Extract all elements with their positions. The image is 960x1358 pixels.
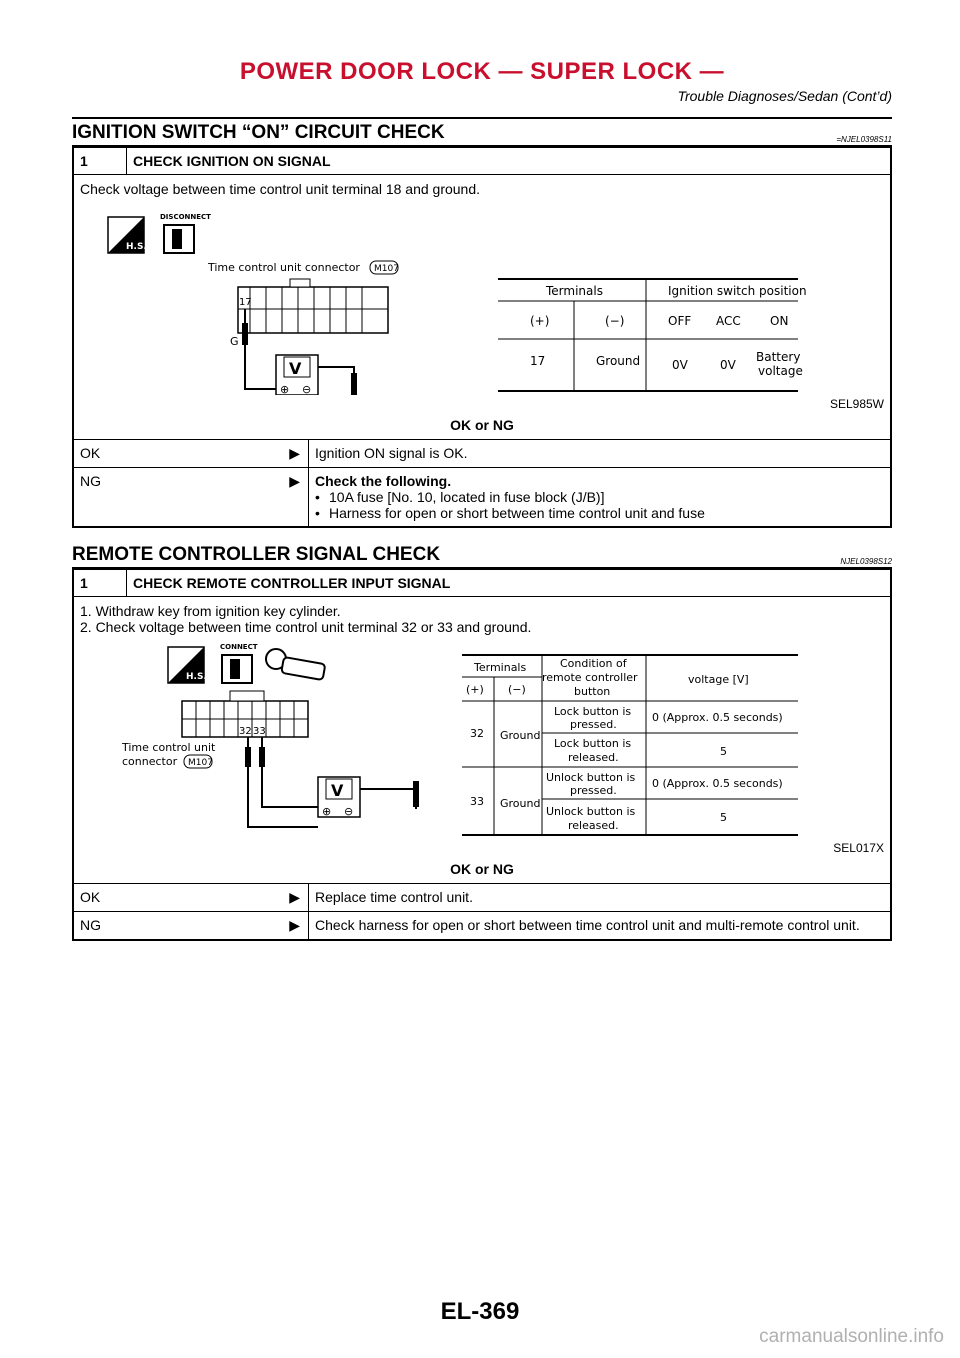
result-ng xyxy=(74,468,890,526)
pin-a-label: 32 xyxy=(239,726,252,737)
section-code: NJEL0398S12 xyxy=(840,557,892,566)
connector-label: Time control unit xyxy=(122,741,216,754)
connector-label: Time control unit connector xyxy=(208,261,360,274)
result-text: Check harness for open or short between time control unit and multi-remote control unit. xyxy=(315,917,860,933)
wiring-figure xyxy=(80,639,884,839)
th-condition: button xyxy=(574,685,611,698)
result-label: OK xyxy=(80,889,101,905)
page-subtitle: Trouble Diagnoses/Sedan (Cont’d) xyxy=(677,88,892,104)
page-number: EL-369 xyxy=(440,1298,520,1325)
page-title: POWER DOOR LOCK — SUPER LOCK — xyxy=(239,58,725,85)
section-title: REMOTE CONTROLLER SIGNAL CHECK xyxy=(72,544,441,565)
ok-or-ng: OK or NG xyxy=(450,861,514,877)
connector-icon xyxy=(182,691,308,737)
arrow-icon: ▶ xyxy=(246,912,309,939)
td-condition: pressed. xyxy=(570,784,617,797)
td-voltage: 0 (Approx. 0.5 seconds) xyxy=(652,711,783,724)
bullet-item: • Harness for open or short between time control unit and fuse xyxy=(315,505,705,521)
step-title: CHECK IGNITION ON SIGNAL xyxy=(133,153,331,169)
th-off: OFF xyxy=(668,314,692,328)
th-voltage: voltage [V] xyxy=(688,673,749,686)
td-condition: pressed. xyxy=(570,718,617,731)
connector-icon xyxy=(238,279,388,333)
meter-label: V xyxy=(331,781,344,800)
connector-code: M107 xyxy=(374,264,399,274)
td-terminal: 33 xyxy=(470,795,484,808)
result-text: Replace time control unit. xyxy=(315,889,473,905)
th-minus: (−) xyxy=(605,314,625,328)
connector-code: M107 xyxy=(188,758,213,768)
bullet-item: • 10A fuse [No. 10, located in fuse block (J/B)] xyxy=(315,489,605,505)
pin-b-label: 33 xyxy=(253,726,266,737)
result-ng xyxy=(74,912,890,939)
voltmeter-icon xyxy=(276,355,318,395)
result-ok xyxy=(74,884,890,912)
td-voltage: 5 xyxy=(720,745,727,758)
header-rule xyxy=(72,117,892,119)
result-ok xyxy=(74,440,890,468)
section-heading xyxy=(72,544,892,568)
instruction-text: 2. Check voltage between time control unit terminal 32 or 33 and ground. xyxy=(80,619,532,635)
instruction-text: 1. Withdraw key from ignition key cylinder. xyxy=(80,603,341,619)
page-header xyxy=(72,58,892,104)
td-condition: Lock button is xyxy=(554,705,632,718)
td-condition: Lock button is xyxy=(554,737,632,750)
arrow-icon: ▶ xyxy=(246,468,309,526)
step-box xyxy=(72,146,892,528)
hs-label: H.S. xyxy=(126,242,147,252)
step-number: 1 xyxy=(74,148,127,174)
instruction-text: Check voltage between time control unit terminal 18 and ground. xyxy=(80,181,481,197)
svg-text:⊕: ⊕ xyxy=(322,805,332,818)
ok-or-ng: OK or NG xyxy=(450,417,514,433)
section-code: =NJEL0398S11 xyxy=(836,135,892,144)
voltmeter-icon xyxy=(318,777,360,818)
section-heading xyxy=(72,122,892,146)
result-heading: Check the following. xyxy=(315,473,452,489)
step-header xyxy=(74,148,890,175)
td-ground: Ground xyxy=(596,354,641,368)
step-header xyxy=(74,570,890,597)
terminal-table xyxy=(498,279,807,391)
td-ground: Ground xyxy=(500,797,541,810)
th-minus: (−) xyxy=(508,683,526,696)
td-battery: Battery xyxy=(756,350,801,364)
result-label: OK xyxy=(80,445,101,461)
section-title: IGNITION SWITCH “ON” CIRCUIT CHECK xyxy=(72,122,445,143)
td-condition: released. xyxy=(568,751,619,764)
wiring-figure xyxy=(80,205,884,395)
td-condition: released. xyxy=(568,819,619,832)
td-voltage: 5 xyxy=(720,811,727,824)
td-condition: Unlock button is xyxy=(546,771,636,784)
result-label: NG xyxy=(80,473,101,489)
svg-text:⊕: ⊕ xyxy=(280,383,290,395)
th-terminals: Terminals xyxy=(474,661,527,674)
td-off: 0V xyxy=(672,358,688,372)
figure-code: SEL017X xyxy=(833,841,884,855)
td-acc: 0V xyxy=(720,358,736,372)
wire-color: G xyxy=(230,335,239,348)
th-plus: (+) xyxy=(530,314,550,328)
figure-code: SEL985W xyxy=(829,397,884,411)
arrow-icon: ▶ xyxy=(246,884,309,911)
th-on: ON xyxy=(770,314,789,328)
step-body xyxy=(74,597,890,884)
connect-icon xyxy=(220,643,258,683)
step-box xyxy=(72,568,892,941)
th-terminals: Terminals xyxy=(546,284,603,298)
section-ignition-check xyxy=(72,122,892,528)
td-voltage: 0 (Approx. 0.5 seconds) xyxy=(652,777,783,790)
th-condition: remote controller xyxy=(542,671,638,684)
hs-icon xyxy=(108,217,147,253)
step-title: CHECK REMOTE CONTROLLER INPUT SIGNAL xyxy=(133,575,451,591)
td-voltage: voltage xyxy=(758,364,803,378)
result-text: Ignition ON signal is OK. xyxy=(315,445,468,461)
disconnect-label: DISCONNECT xyxy=(160,213,211,221)
arrow-icon: ▶ xyxy=(246,440,309,467)
th-plus: (+) xyxy=(466,683,484,696)
td-ground: Ground xyxy=(500,729,541,742)
pin-label: 17 xyxy=(239,297,252,308)
th-condition: Condition of xyxy=(560,657,627,670)
svg-text:⊖: ⊖ xyxy=(344,805,354,818)
step-body xyxy=(74,175,890,440)
result-text xyxy=(309,468,890,526)
td-condition: Unlock button is xyxy=(546,805,636,818)
key-icon xyxy=(266,649,325,680)
td-terminal: 32 xyxy=(470,727,484,740)
step-number: 1 xyxy=(74,570,127,596)
section-remote-check xyxy=(72,544,892,941)
connect-label: CONNECT xyxy=(220,643,258,651)
th-ignition: Ignition switch position xyxy=(668,284,807,298)
svg-text:⊖: ⊖ xyxy=(302,383,312,395)
condition-table xyxy=(462,655,798,835)
hs-icon xyxy=(168,647,207,683)
th-acc: ACC xyxy=(716,314,741,328)
result-label: NG xyxy=(80,917,101,933)
watermark[interactable]: carmanualsonline.info xyxy=(759,1326,944,1347)
connector-label: connector xyxy=(122,755,178,768)
disconnect-icon xyxy=(160,213,211,253)
meter-label: V xyxy=(289,359,302,378)
td-terminal: 17 xyxy=(530,354,546,368)
hs-label: H.S. xyxy=(186,672,207,682)
